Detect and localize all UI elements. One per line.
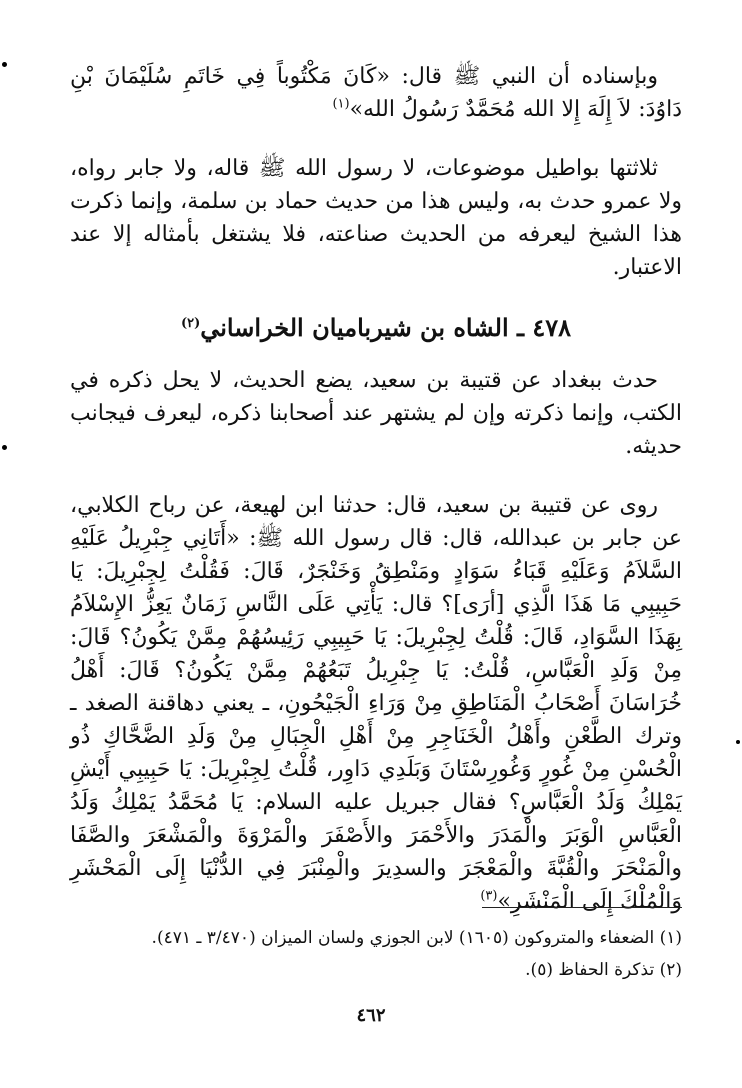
paragraph-biography: حدث ببغداد عن قتيبة بن سعيد، يضع الحديث، لا يحل ذكره في الكتب، وإنما ذكرته وإن لم يشتهر عند أصحابنا ذكره، ليعرف فيجانب حديثه. bbox=[70, 368, 682, 459]
footnote-divider bbox=[482, 907, 682, 908]
footnote-ref-1: (١) bbox=[332, 96, 350, 112]
entry-heading-text: ٤٧٨ ـ الشاه بن شيرباميان الخراساني bbox=[200, 313, 572, 342]
footnote-ref-3: (٣) bbox=[480, 888, 498, 904]
footnote-1: (١) الضعفاء والمتروكون (١٦٠٥) لابن الجوزي ولسان الميزان (٣/٤٧٠ ـ ٤٧١). bbox=[151, 928, 682, 948]
page-body bbox=[70, 60, 682, 918]
paragraph-judgement: ثلاثتها بواطيل موضوعات، لا رسول الله ﷺ قاله، ولا جابر رواه، ولا عمرو حدث به، وليس هذا من حديث حماد بن سلمة، وإنما ذكرت هذا الشيخ ليعرفه من الحديث صناعته، فلا يشتغل بأمثاله إلا عند الاعتبار. bbox=[70, 156, 682, 280]
footnote-ref-2: (٢) bbox=[180, 316, 201, 331]
margin-dot-right bbox=[736, 740, 740, 744]
paragraph-narration bbox=[70, 489, 682, 918]
page-number: ٤٦٢ bbox=[356, 1005, 386, 1026]
margin-dot-middle bbox=[2, 445, 7, 450]
paragraph-isnad bbox=[70, 60, 682, 126]
entry-heading bbox=[70, 310, 682, 346]
paragraph-isnad-text: وبإسناده أن النبي ﷺ قال: «كَانَ مَكْتُوباً فِي خَاتَمِ سُلَيْمَانَ بْنِ دَاوُدَ: لاَ إِلَهَ إِلا الله مُحَمَّدٌ رَسُولُ الله» bbox=[70, 64, 682, 122]
margin-dot-top bbox=[2, 62, 7, 67]
paragraph-narration-text: روى عن قتيبة بن سعيد، قال: حدثنا ابن لهيعة، عن رباح الكلابي، عن جابر بن عبدالله، قال: قال رسول الله ﷺ: «أَتَانِي جِبْرِيلُ عَلَيْهِ السَّلاَمُ وَعَلَيْهِ قَبَاءُ سَوَادٍ ومَنْطِقُ وَخَنْجَرٌ، قَالَ: فَقُلْتُ لِجِبْرِيلَ: يَا حَبِيبِي مَا هَذَا الَّذِي [أرَى]؟ قال: يَأْتِي عَلَى النَّاسِ زَمَانٌ يَعِزُّ الإِسْلاَمُ بِهَذَا السَّوَادِ، قَالَ: قُلْتُ لِجِبْرِيلَ: يَا حَبِيبِي رَئِيسُهُمْ مِمَّنْ يَكُونُ؟ قَالَ: مِنْ وَلَدِ الْعَبَّاسِ، قُلْتُ: يَا جِبْرِيلُ تَبَعُهُمْ مِمَّنْ يَكُونُ؟ قَالَ: أَهْلُ خُرَاسَانَ أَصْحَابُ الْمَنَاطِقِ مِنْ وَرَاءِ الْجَيْحُونِ، ـ يعني دهاقنة الصغد ـ وترك الطَّعْنِ وأَهْلُ الْخَنَاجِرِ مِنْ أَهْلِ الْجِبَالِ مِنْ وَلَدِ الضَّحَّاكِ ذُو الْحُسْنِ مِنْ غُورٍ وَغُورِسْتَانَ وَبَلَدِي دَاوِر، قُلْتُ لِجِبْرِيلَ: يَا حَبِيبِي أَيْشِ يَمْلِكُ وَلَدُ الْعَبَّاسِ؟ فقال جبريل عليه السلام: يَا مُحَمَّدُ يَمْلِكُ وَلَدُ الْعَبَّاسِ الْوَبَرَ والْمَدَرَ والأَحْمَرَ والأَصْفَرَ والْمَرْوَةَ والْمَشْعَرَ والصَّفَا والْمَنْحَرَ والْقُبَّةَ والْمَعْجَرَ والسدِيرَ والْمِنْبَرَ فِي الدُّنْيَا إِلَى الْمَحْشَرِ وَالْمُلْكَ إِلَى الْمَنْشَرِ» bbox=[70, 493, 682, 914]
footnotes bbox=[70, 922, 682, 986]
footnote-2: (٢) تذكرة الحفاظ (٥). bbox=[525, 960, 682, 980]
